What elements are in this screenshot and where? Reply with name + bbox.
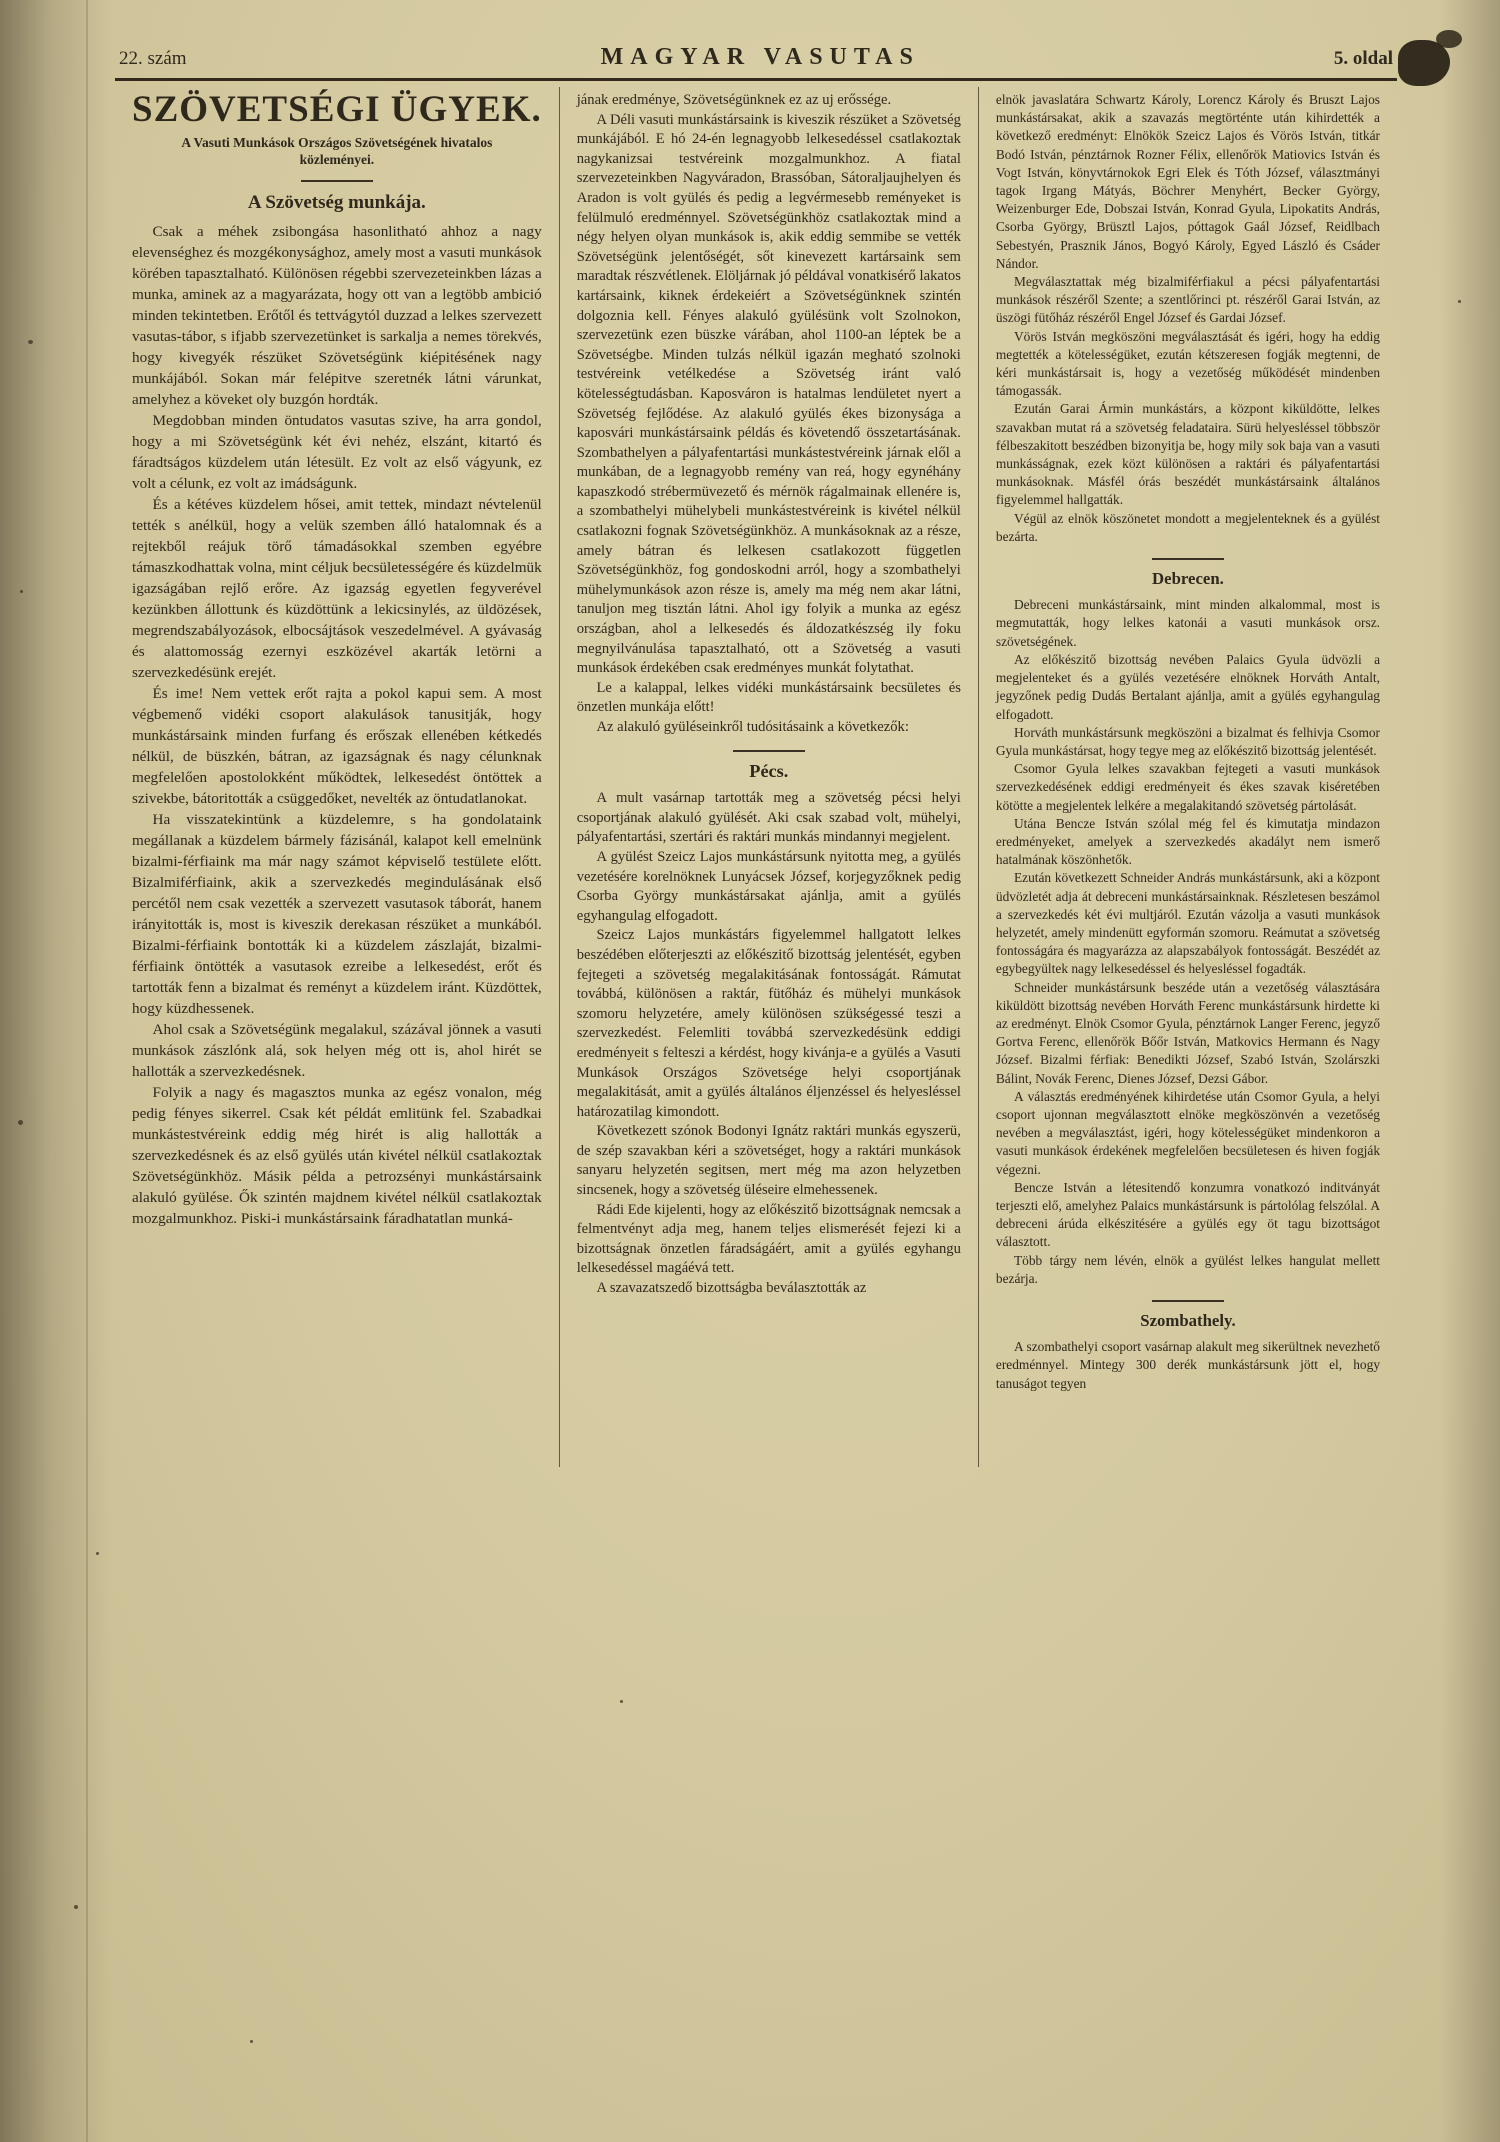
paragraph: jának eredménye, Szövetségünknek ez az uj erőssége.: [576, 92, 892, 108]
issue-number: 22. szám: [119, 48, 187, 69]
section-heading: Pécs.: [749, 760, 789, 781]
article-subtitle: A Vasuti Munkások Országos Szövetségének hivatalos közleményei.: [181, 135, 493, 167]
paragraph: Ha visszatekintünk a küzdelemre, s ha gondolataink megállanak a küzdelem bármely fázisánál, kalapot kell emelnünk bizalmi-férfiaink ma már nagy számot képviselő testülete előtt. Bizalmiférfiaink, akik a szervezkedés megindulásának első percétől nem csak vezették a szervezett vasutasok táborát, hanem irányitották is, most is kiveszik derekasan részüket a munkából. Bizalmi-férfiaink bontották ki a küzdelem zászlaját, bizalmi-férfiaink öntötték a vasutasok ezreibe a lelkesedést, erőt és tartották fenn a bizalmat és reményt a küzdelem iránt. Küzdöttek, hogy küzdhessenek.: [132, 811, 542, 1017]
paragraph: Következett szónok Bodonyi Ignátz raktári munkás egyszerü, de szép szavakban kéri a szövetséget, hogy a raktári munkások sanyaru helyzetén segitsen, mert még ma azon helyzetben sincsenek, hogy a szövetség üléseire elmehessenek.: [576, 1123, 961, 1199]
paper-speck: [18, 1120, 23, 1125]
masthead-title: MAGYAR VASUTAS: [600, 44, 920, 70]
paper-speck: [96, 1552, 99, 1555]
section-heading: Szombathely.: [1140, 1311, 1236, 1330]
paragraph: Megválasztattak még bizalmiférfiakul a pécsi pályafentartási munkások részéről Szente; a szentlőrinci pt. részéről Garai István, az üszögi fütőház részéről Engel József és Gardai József.: [995, 274, 1381, 326]
paragraph: Debreceni munkástársaink, mint minden alkalommal, most is megmutatták, hogy lelkes katonái a vasuti munkások orsz. szövetségének.: [995, 597, 1381, 649]
paragraph: Folyik a nagy és magasztos munka az egész vonalon, még pedig fényes sikerrel. Csak két példát emlitünk fel. Szabadkai munkástestvéreink eddig még hirét is alig hallották a szervezkedésnek és az első gyülés után kivétel nélkül csatlakoztak Szövetségünkhöz. Másik példa a petrozsényi munkástársaink alakuló gyülése. Ők szintén majdnem kivétel nélkül csatlakoztak mozgalmunkhoz. Piski-i munkástársaink fáradhatatlan munká-: [132, 1084, 542, 1227]
column: [559, 87, 978, 1467]
fold-line: [86, 0, 88, 2142]
paragraph: A gyülést Szeicz Lajos munkástársunk nyitotta meg, a gyülés vezetésére korelnöknek Lunyácsek József, korjegyzőknek pedig Csorba György munkástársakat ajánlja, amit a gyülés egyhangulag elfogadott.: [576, 848, 961, 924]
paper-speck: [28, 340, 33, 344]
paragraph: Csak a méhek zsibongása hasonlitható ahhoz a nagy elevenséghez és mozgékonysághoz, amely most a vasuti munkások körében tapasztalható. Különösen régebbi szervezeteinkben lázas a munka, aminek az a magyarázata, hogy ott van a legtöbb ambició minden tekintetben. Erőtől és tettvágytól duzzad a lelkes szervezett vasutas-tábor, s ifjabb szervezetünket is sarkalja a nemes törekvés, hogy kivegyék részüket Szövetségünk kiépitésének nagy munkájából. Sokan már felépitve szeretnék látni várunkat, amelyhez a köveket oly buzgón hordták.: [132, 223, 542, 408]
scan-right-shade: [1440, 0, 1500, 2142]
paragraph: Schneider munkástársunk beszéde után a vezetőség választására kiküldött bizottság nevében Horváth Ferenc munkástársunk hirdette ki az eredményt. Elnök Csomor Gyula, pénztárnok Langer Ferenc, jegyző Gortva Ferenc, ellenőrök Bőőr István, Matkovics Hermann és Nagy József. Bizalmi férfiak: Benedikti József, Szabó István, Szolárszki Bálint, Novák Ferenc, Dienes József, Dezsi Gábor.: [995, 979, 1381, 1086]
paper-speck: [1458, 300, 1461, 303]
paragraph: És ime! Nem vettek erőt rajta a pokol kapui sem. A most végbemenő vidéki csoport alakulások tanusitják, hogy munkástársaink minden furfang és erőszak ellenében kétkedés nélkül, de büszkén, bátran, az igazságnak és nagy célunknak megfelelően apostolokként működtek, lelkesedést öntöttek a szivekbe, bátoritották a csüggedőket, nevelték az öntudatlanokat.: [132, 685, 542, 807]
paragraph: Bencze István a létesitendő konzumra vonatkozó inditványát terjeszti elő, amelyhez Palaics munkástársunk is pártolólag felszólal. A debreceni árúda elkészitésére a gyülés egy öt tagu bizottságot választott.: [995, 1179, 1381, 1250]
paragraph: Ezután Garai Ármin munkástárs, a központ kiküldötte, lelkes szavakban mutat rá a szövetség feladataira. Sürü helyesléssel többször félbeszakitott beszédben bizonyitja be, hogy mily sok baja van a vasuti munkásságnak, ezek közt különösen a raktári és pályafentartási munkásoknak. Másfél órás beszédét munkástársaink általános figyelemmel hallgatták.: [995, 401, 1381, 508]
paper-speck: [620, 1700, 623, 1703]
paragraph: Rádi Ede kijelenti, hogy az előkészitő bizottságnak nemcsak a felmentvényt adja meg, hanem teljes elismerését fejezi ki a bizottságnak önzetlen fáradságáért, amit a gyülés egyhangu lelkesedéssel magáévá tett.: [576, 1201, 961, 1277]
subtitle-divider: [301, 180, 373, 182]
section-heading: A Szövetség munkája.: [247, 192, 426, 213]
paragraph: Az alakuló gyüléseinkről tudósitásaink a következők:: [596, 719, 909, 735]
section-divider: [1152, 1300, 1224, 1302]
page-content: [115, 44, 1397, 1467]
paragraph: Ezután következett Schneider András munkástársunk, aki a központ üdvözletét adja át debreceni munkástársainknak. Részletesen beszámol a szervezkedés két évi multjáról. Ezután vázolja a vasuti munkások helyzetét, amely mindenütt egyformán szomoru. Reámutat a szövetség fontosságára és magyarázza az alapszabályok fontosságát. Beszédét az egybegyültek nagy lelkesedéssel és helyesléssel fogadták.: [995, 870, 1381, 977]
section-heading: Debrecen.: [1152, 569, 1224, 589]
paragraph: Horváth munkástársunk megköszöni a bizalmat és felhivja Csomor Gyula munkástársat, hogy tegye meg az előkészitő bizottság jelentését.: [995, 724, 1381, 758]
paper-speck: [20, 590, 23, 593]
paragraph: Megdobban minden öntudatos vasutas szive, ha arra gondol, hogy a mi Szövetségünk két évi nehéz, elszánt, kitartó és fáradtságos küzdelem után létesült. Ez volt az első vágyunk, ez volt a célunk, ez volt az imádságunk.: [132, 412, 542, 492]
paper-speck: [250, 2040, 253, 2043]
paragraph: elnök javaslatára Schwartz Károly, Lorencz Károly és Bruszt Lajos munkástársakat, akik a szavazás megtörténte után kihirdették a következő eredményt: Elnökök Szeicz Lajos és Vörös István, titkár Bodó István, pénztárnok Rozner Félix, ellenőrök Matiovics István és Vogt István, könyvtárnokok Egri Elek és Tóth József, választmányi tagok Irgang Mátyás, Böchrer Menyhért, Becker György, Weizenburger Ede, Dobszai István, Konrad Gyula, Lipokatits András, Csorba György, Brüsztl Lajos, póttagok Gaál József, Reidlbach Sebestyén, Prasznik János, Bogyó Károly, Egyed László és Csáder Nándor.: [995, 92, 1381, 271]
paragraph: Csomor Gyula lelkes szavakban fejtegeti a vasuti munkások szervezkedésének eddigi eredményeit és ékes szavak kiséretében kötötte a megjelentek lelkére a megalakitandó szövetség pártolását.: [995, 761, 1381, 813]
paragraph: A Déli vasuti munkástársaink is kiveszik részüket a Szövetség munkájából. E hó 24-én legnagyobb lelkesedéssel csatlakoztak nagykanizsai testvéreink mozgalmunkhoz. A fiatal szervezeteinkben Nagyváradon, Brassóban, Sátoraljaujhelyen és Aradon is volt gyülés és pedig a legvérmesebb reményeket is felülmuló eredménnyel. Szövetségünkhöz csatlakoztak mind a négy helyen olyan munkások is, akik eddig semmibe se vették Szövetségünk jelentőségét, sőt kinevezett kartársaink sem maradtak részvétlenek. Elöljárnak jó példával vonatkisérő lakatos kartársaink, kiknek érdekeiért a Szövetségünknek szintén dolgoznia kell. Fényes alakuló gyülésünk volt Szolnokon, szervezetünk ezen büszke várában, ahol 1100-an léptek be a Szövetségbe. Minden tulzás nélkül igazán megható szolnoki testvéreink vetélkedése a Szövetség iránt való kötelességtudásban. Kaposváron is hatalmas lendületet nyert a Szövetség fejlődése. Az alakuló gyülés ékes bizonysága a kaposvári munkástársaink példás és követendő összetartásának. Szombathelyen a pályafentartási munkástestvéreink járnak elől a munkában, de a legnagyobb remény van reá, hogy egynéhány kapaszkodó strébermüvezető és mérnök rágalmainak ellenére is, a szombathelyi mühelybeli munkástestvéreink is kivétel nélkül csatlakozni fognak Szövetségünkhöz. A munkásoknak az a része, amely bátran és lelkesen csatlakozott független Szövetségünkhöz, fog gondoskodni arról, hogy a szombathelyi mühelymunkások azon része is, amely ma még nem akar látni, tanuljon meg tisztán látni. Ahol igy folyik a munka az egész országban, ahol a lelkesedés és áldozatkészség ily foku megnyilvánulása tapasztalható, ott a Szövetség a vasuti munkások érdekében csak eredményes munkát folytathat.: [576, 111, 961, 677]
column: [115, 87, 559, 1467]
article-title: SZÖVETSÉGI ÜGYEK.: [132, 89, 542, 130]
column: [978, 87, 1397, 1467]
paragraph: A választás eredményének kihirdetése után Csomor Gyula, a helyi csoport ujonnan megválasztott elnöke megköszönvén a vezetőség nevében a megválasztást, igéri, hogy kötelességüket mindenkoron a vasuti munkások érdekének megfelelően becsületesen és hiven fogják végezni.: [995, 1088, 1381, 1177]
paragraph: Le a kalappal, lelkes vidéki munkástársaink becsületes és önzetlen munkája előtt!: [576, 679, 961, 716]
page-number: 5. oldal: [1333, 48, 1393, 69]
section-divider: [1152, 558, 1224, 560]
paragraph: A mult vasárnap tartották meg a szövetség pécsi helyi csoportjának alakuló gyülését. Aki csak szabad volt, mühelyi, pályafentartási, szertári és raktári munkás mindannyi megjelent.: [576, 790, 961, 846]
paragraph: Szeicz Lajos munkástárs figyelemmel hallgatott lelkes beszédében előterjeszti az előkészitő bizottság jelentését, egyben fejtegeti a szövetség megalakitásának fontosságát. Rámutat továbbá, különösen a raktár, fütőház és mühelyi munkások szomoru helyzetére, amely különösen szükségessé teszi a szervezkedést. Felemliti továbbá szervezkedésünk eddigi eredményeit s felteszi a kérdést, hogy kivánja-e a gyülés a Vasuti Munkások Országos Szövetsége helyi csoportjának megalakitását, amit a gyülés általános éljenzéssel és helyesléssel határozatilag kimondott.: [576, 927, 961, 1120]
ink-smudge-small: [1436, 30, 1462, 48]
section-divider: [733, 750, 805, 752]
paragraph: Utána Bencze István szólal még fel és kimutatja mindazon eredményeket, amelyek a szervezkedés akadályt nem ismerő hatalmának köszönhetők.: [995, 815, 1381, 868]
paragraph: Ahol csak a Szövetségünk megalakul, százával jönnek a vasuti munkások zászlónk alá, sok helyen még ott is, ahol hirét se hallották a szervezkedésnek.: [132, 1021, 542, 1080]
paragraph: A szavazatszedő bizottságba beválasztották az: [596, 1280, 867, 1297]
paragraph: Több tárgy nem lévén, elnök a gyülést lelkes hangulat mellett bezárja.: [995, 1252, 1381, 1286]
paragraph: Vörös István megköszöni megválasztását és igéri, hogy ha eddig megtették a kötelességüket, ezután kétszeresen fogják megtenni, de kéri munkástársait is, hogy a vezetőség működését mindenben támogassák.: [995, 328, 1381, 399]
paragraph: Az előkészitő bizottság nevében Palaics Gyula üdvözli a megjelenteket és a gyülés vezetésére elnöknek Horváth Antalt, jegyzőnek pedig Dudás Bertalant ajánlja, amit a gyülés egyhangulag elfogadott.: [995, 651, 1381, 722]
page-header: [115, 44, 1397, 81]
scan-edge-shadow: [0, 0, 112, 2142]
paragraph: És a kétéves küzdelem hősei, amit tettek, mindazt névtelenül tették s anélkül, hogy a velük szemben álló hatalomnak és a rejtekből reájuk törő támadásokkal szemben egyébre támaszkodhattak volna, mint céljuk becsületességére és küzdelmük igazságában rejlő erőre. Az igazság egyetlen fegyverével kezünkben állottunk és küzdöttünk a lekicsinylés, az üldözések, megrendszabályozások, elbocsájtások veszedelmével. A gyávaság és alattomosság ezernyi eszközével akarták letörni a szervezkedésünk erejét.: [132, 496, 542, 681]
article-columns: [115, 87, 1397, 1467]
paragraph: A szombathelyi csoport vasárnap alakult meg sikerültnek nevezhető eredménnyel. Mintegy 300 derék munkástársunk jött el, hogy tanuságot tegyen: [995, 1339, 1381, 1391]
paragraph: Végül az elnök köszönetet mondott a megjelenteknek és a gyülést bezárta.: [995, 510, 1381, 544]
paper-speck: [74, 1905, 78, 1909]
